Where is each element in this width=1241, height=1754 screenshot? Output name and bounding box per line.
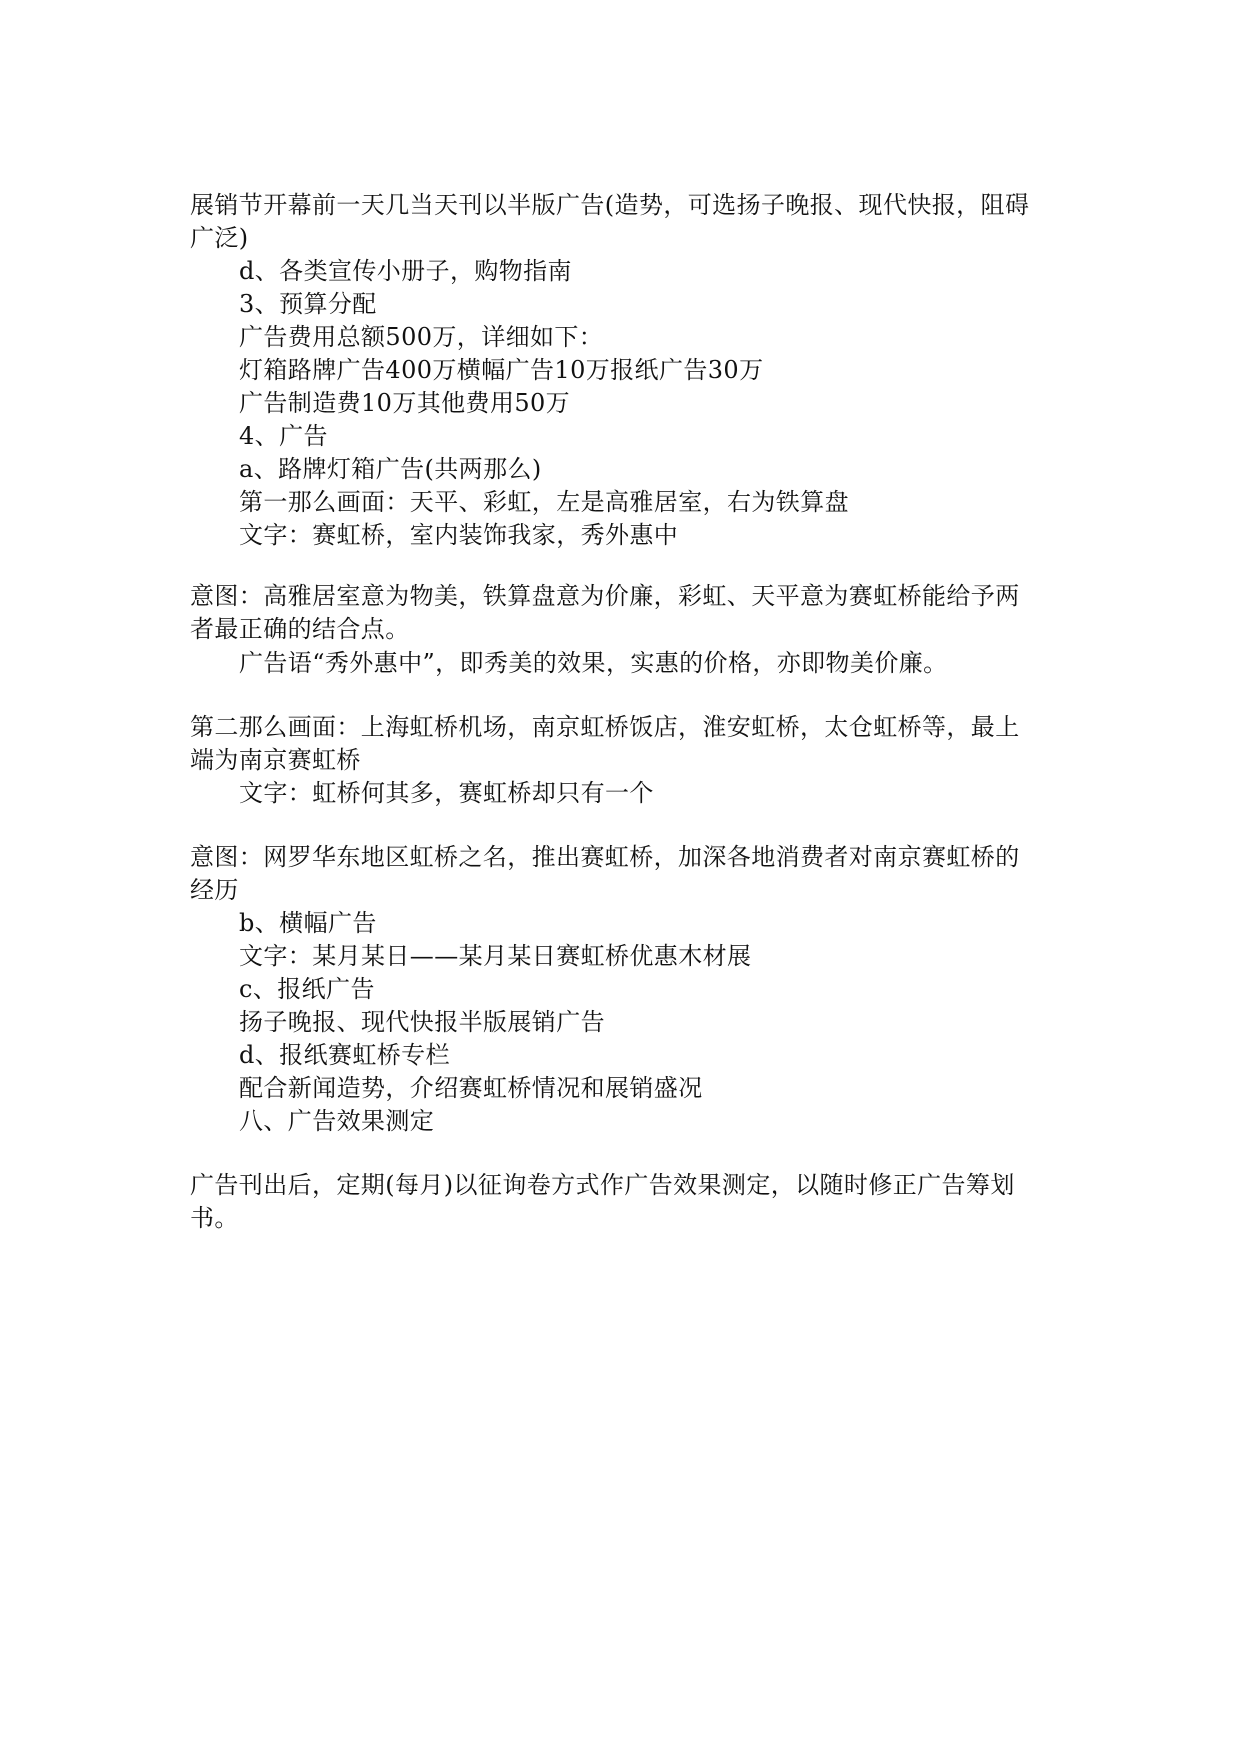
paragraph-line: c、报纸广告 [239,975,375,1003]
paragraph-line: 广告刊出后，定期(每月)以征询卷方式作广告效果测定，以随时修正广告筹划 [190,1171,1015,1199]
paragraph-line: b、横幅广告 [239,909,377,937]
paragraph-line: 扬子晚报、现代快报半版展销广告 [239,1008,605,1036]
paragraph-line: 灯箱路牌广告400万横幅广告10万报纸广告30万 [239,356,764,384]
paragraph-line: 意图：高雅居室意为物美，铁算盘意为价廉，彩虹、天平意为赛虹桥能给予两 [190,582,1020,610]
paragraph-line: a、路牌灯箱广告(共两那么) [239,455,542,483]
paragraph-line: 广告费用总额500万，详细如下： [239,323,604,351]
paragraph-line: 广泛) [190,224,249,252]
paragraph-line: 第一那么画面：天平、彩虹，左是高雅居室，右为铁算盘 [239,488,849,516]
paragraph-line: 文字：虹桥何其多，赛虹桥却只有一个 [239,779,654,807]
paragraph-line: 文字：某月某日——某月某日赛虹桥优惠木材展 [239,942,752,970]
paragraph-line: 经历 [190,876,239,904]
paragraph-line: 书。 [190,1204,239,1232]
paragraph-line: 展销节开幕前一天几当天刊以半版广告(造势，可选扬子晚报、现代快报，阻碍 [190,191,1030,219]
paragraph-line: 配合新闻造势，介绍赛虹桥情况和展销盛况 [239,1074,703,1102]
paragraph-line: 意图：网罗华东地区虹桥之名，推出赛虹桥，加深各地消费者对南京赛虹桥的 [190,843,1020,871]
paragraph-line: 广告语“秀外惠中”，即秀美的效果，实惠的价格，亦即物美价廉。 [239,649,948,677]
paragraph-line: 八、广告效果测定 [239,1107,435,1135]
paragraph-line: 4、广告 [239,422,328,450]
paragraph-line: 广告制造费10万其他费用50万 [239,389,571,417]
paragraph-line: 者最正确的结合点。 [190,615,410,643]
paragraph-line: d、各类宣传小册子，购物指南 [239,257,572,285]
paragraph-line: d、报纸赛虹桥专栏 [239,1041,450,1069]
paragraph-line: 文字：赛虹桥，室内装饰我家，秀外惠中 [239,521,679,549]
paragraph-line: 3、预算分配 [239,290,377,318]
paragraph-line: 第二那么画面：上海虹桥机场，南京虹桥饭店，淮安虹桥，太仓虹桥等，最上 [190,713,1020,741]
paragraph-line: 端为南京赛虹桥 [190,746,361,774]
